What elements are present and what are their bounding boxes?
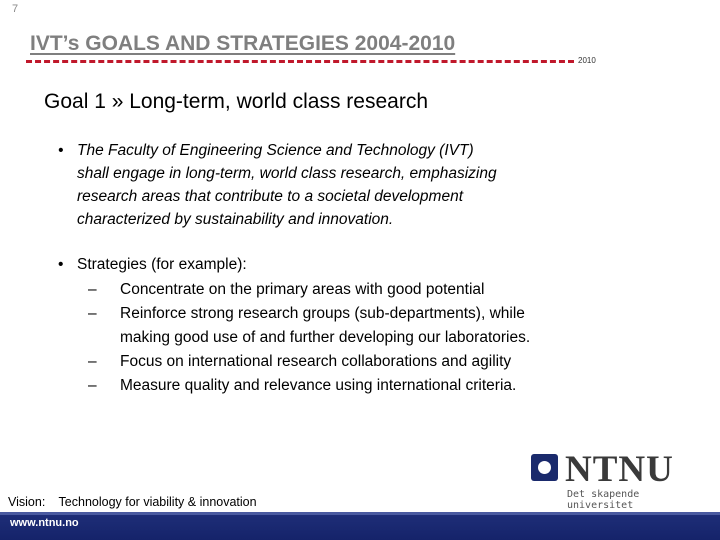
year-tag: 2010 [578,56,596,65]
strategy-item [88,374,618,398]
bullet-item-goal-statement [58,139,618,231]
strategy-item [88,302,618,350]
vision-statement [8,495,257,509]
vision-label: Vision: [8,495,46,509]
strategy-item [88,278,618,302]
bullet-item-strategies [58,253,618,398]
logo-tagline: Det skapende universitet [567,489,640,511]
strategy-line: – Concentrate on the primary areas with good potential [120,281,485,298]
strategy-list [77,278,618,398]
footer-url[interactable]: www.ntnu.no [10,517,79,529]
logo-wordmark: NTNU [565,449,674,490]
strategy-line: – Measure quality and relevance using international criteria. [120,377,517,394]
goal-subtitle: Goal 1 » Long-term, world class research [44,90,428,113]
ntnu-logo-icon [531,454,558,481]
title-dashed-rule [26,60,574,63]
footer-stripe [0,512,720,515]
slide-number: 7 [12,3,19,15]
strategy-item [88,350,618,374]
bullet-list [58,139,618,398]
bullet-line: research areas that contribute to a societal development [77,188,464,205]
vision-text: Technology for viability & innovation [58,495,257,509]
bullet-line: shall engage in long-term, world class research, emphasizing [77,165,497,182]
strategy-line: – Focus on international research collaborations and agility [120,353,512,370]
slide-title: IVT’s GOALS AND STRATEGIES 2004-2010 [30,32,456,55]
strategies-label: • Strategies (for example): [77,256,247,273]
bullet-line: • The Faculty of Engineering Science and Technology (IVT) [77,142,474,159]
footer-bar [0,512,720,540]
strategy-line: – Reinforce strong research groups (sub-departments), while [120,305,525,322]
ntnu-logo [529,449,704,511]
bullet-line: characterized by sustainability and innovation. [77,211,394,228]
strategy-line: making good use of and further developing our laboratories. [120,329,531,346]
